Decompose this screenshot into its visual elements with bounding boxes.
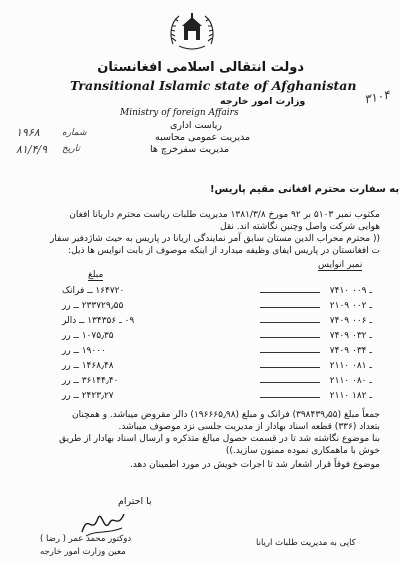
invoice-code: ۷۴۱۰ ـ ۰۰۹ (329, 286, 372, 296)
signatory-title: معین وزارت امور خارجه (40, 547, 126, 557)
body-line: موضوع فوقاً قرار اشعار شد تا اجرات خویش در مورد اطمینان دهد. (129, 460, 380, 470)
invoice-row (62, 361, 372, 373)
invoice-amount: ۱۹۰۰۰ ــ رر (62, 346, 106, 356)
invoice-code: ۲۱۰۹ ـ ۰۰۲ (329, 301, 372, 311)
corner-mark: ۳۱۰۴ (362, 87, 391, 107)
department-travel: مدیریت سفرخرچ ها (150, 144, 230, 155)
invoice-amount: ۱۰۷۵٫۳۵ ــ رر (62, 331, 114, 341)
invoice-code: ۷۴۰۹ ـ ۰۳۲ (329, 331, 372, 341)
number-value: ۱۹۶۸ (16, 126, 40, 139)
department-accounts: مدیریت عمومی محاسبه (155, 132, 251, 143)
dash-line (260, 337, 320, 338)
invoice-amount: ۲۴۲۳٫۲۷ ــ رر (62, 391, 114, 401)
invoice-amount: ۰۹ ـ ۱۳۴۳۵۶ ــ دالر (62, 316, 135, 326)
dash-line (260, 307, 320, 308)
invoice-row (62, 346, 372, 358)
invoice-row (62, 391, 372, 403)
ministry-fa: وزارت امور خارجه (220, 96, 306, 107)
dash-line (260, 322, 320, 323)
body-line: مکتوب نمبر ۵۱۰۳ بر ۹۲ مورخ ۱۳۸۱/۳/۸ مدیریت طلبات ریاست محترم داریانا افغان (69, 210, 380, 220)
invoice-row (62, 331, 372, 343)
body-line: (( محترم محراب الدین مستان سابق آمر نمایندگی اریانا در پاریس به حیث شاژدفیر سفار (49, 234, 380, 244)
date-value: ۸۱/۴/۹ (16, 143, 48, 156)
dash-line (260, 367, 320, 368)
copy-to: کاپی به مدیریت طلبات اریانا (256, 538, 356, 548)
body-line: بتعداد (۳۳۶) قطعه اسناد بهادار از مدیریت جلسی نزد موصوف میباشد. (118, 422, 380, 432)
date-label: تاریخ (62, 144, 80, 154)
department-admin: ریاست اداری (170, 120, 222, 131)
invoice-code: ۲۱۱۰ ـ ۰۸۱ (329, 361, 372, 371)
body-line: خوش با ماهمکاری نموده ممنون سازید.)) (225, 446, 380, 456)
body-line: ت افغانستان در پاریس ایفای وظیفه میدارد از اینکه موصوف از بابت انوایس ها ذیل: (68, 246, 380, 256)
invoice-row (62, 286, 372, 298)
invoice-amount: ۱۶۴۷۲۰ ــ فرانک (62, 286, 125, 296)
closing: با احترام (118, 496, 152, 507)
column-amount: مبلغ (88, 270, 104, 280)
invoice-code: ۲۱۱۰ ـ ۱۸۲ (329, 391, 372, 401)
dash-line (260, 352, 320, 353)
invoice-amount: ۲۳۳۷۲۹٫۵۵ ــ رر (62, 301, 124, 311)
dash-line (260, 382, 320, 383)
ministry-en: Ministry of foreign Affairs (120, 108, 239, 118)
invoice-code: ۷۴۰۹ ـ ۰۰۶ (329, 316, 372, 326)
dash-line (260, 292, 320, 293)
invoice-row (62, 376, 372, 388)
salutation: به سفارت محترم افغانی مقیم پاریس! (210, 184, 400, 195)
title-fa: دولت انتقالی اسلامی افغانستان (97, 60, 304, 75)
invoice-amount: ۱۴۶۸٫۴۸ ــ رر (62, 361, 114, 371)
invoice-code: ۷۴۰۹ ـ ۰۳۴ (329, 346, 372, 356)
invoice-code: ۲۱۱۰ ـ ۰۸۰ (329, 376, 372, 386)
column-invoice-number: نمبر انوایس (318, 260, 363, 270)
number-label: شماره (62, 128, 87, 138)
title-en: Transitional Islamic state of Afghanistan (70, 78, 357, 93)
body-line: بنا موضوع نگاشته شد تا در قسمت حصول مبالغ متذکره و ارسال اسناد بهادار از طریق (59, 434, 380, 444)
invoice-amount: ۳۶۱۴۴٫۴۰ ــ رر (62, 376, 119, 386)
signatory-name: دوکتور محمد عمر ( رضا ) (40, 534, 132, 544)
body-line: جمعاً مبلغ (۳۹۸۴۳۹٫۵۵) فرانک و مبلغ (۱۹۶۶۶۵٫۹۸) دالر مقروض میباشد. و همچنان (72, 410, 380, 420)
dash-line (260, 397, 320, 398)
body-line: هوایی شرکت واصل وچنین نگاشته اند. نقل (220, 222, 380, 232)
invoice-row (62, 316, 372, 328)
invoice-row (62, 301, 372, 313)
state-emblem (167, 8, 217, 52)
